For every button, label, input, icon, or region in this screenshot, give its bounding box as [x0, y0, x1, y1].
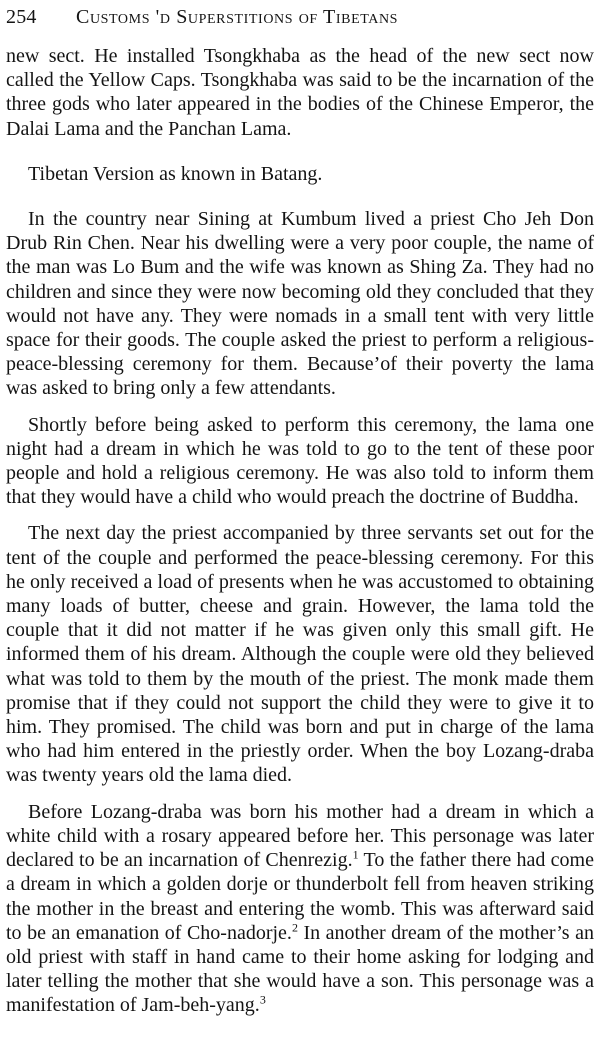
paragraph-dream: Shortly before being asked to perform this ceremony, the lama one night had a dream in which he was told to go to the tent of these poor people and hold a religious ceremony. He was also told to inform them that they would have a child who would preach the doctrine of Buddha.: [6, 413, 594, 509]
paragraph-kumbum: In the country near Sining at Kumbum lived a priest Cho Jeh Don Drub Rin Chen. Near his dwelling were a very poor couple, the name of the man was Lo Bum and the wife was known as Shing Za. They had no children and since they were now becoming old they concluded that they would not have any. They were nomads in a small tent with very little space for their goods. The couple asked the priest to perform a religious-peace-blessing ceremony for them. Because’of their poverty the lama was asked to bring only a few attendants.: [6, 208, 594, 400]
paragraph-text-part-2: To the father there had come a dream in which a golden dorje or thunderbolt fell from heaven striking the mother in the breast and entering the womb. This was afterward said to be an emanation of Cho-nadorje.: [6, 849, 594, 944]
body-text: [6, 44, 594, 1030]
footnote-marker-1: 1: [352, 847, 359, 862]
paragraph-continuation: new sect. He installed Tsongkhaba as the head of the new sect now called the Yellow Caps. Tsongkhaba was said to be the incarnation of the three gods who later appeared in the bodies of the Chinese Emperor, the Dalai Lama and the Panchan Lama.: [6, 45, 594, 140]
footnote-marker-3: 3: [259, 992, 266, 1007]
section-heading: Tibetan Version as known in Batang.: [28, 162, 323, 185]
page-number: 254: [6, 6, 37, 28]
running-head: [6, 6, 586, 32]
running-title: Customs 'd Superstitions of Tibetans: [76, 6, 399, 28]
paragraph-next-day: The next day the priest accompanied by three servants set out for the tent of the couple and performed the peace-blessing ceremony. For this he only received a load of presents when he was accustomed to obtaining many loads of butter, cheese and grain. However, the lama told the couple that it did not matter if he was given only this small gift. He informed them of his dream. Although the couple were old they believed what was told to them by the mouth of the priest. The monk made them promise that if they could not support the child they were to give it to him. They promised. The child was born and put in charge of the lama who had him entered in the priestly order. When the boy Lozang-draba was twenty years old the lama died.: [6, 522, 594, 787]
paragraph-text-part-1: Before Lozang-draba was born his mother had a dream in which a white child with a rosary appeared before her. This personage was later declared to be an incarnation of Chenrezig.: [6, 800, 594, 872]
paragraph-birth-dreams: [6, 800, 594, 1018]
paragraph-text-part-3: In another dream of the mother’s an old priest with staff in hand came to their home asking for lodging and later telling the mother that she would have a son. This personage was a manifestation of Jam-beh-yang.: [6, 921, 594, 1017]
footnote-marker-2: 2: [291, 920, 298, 935]
